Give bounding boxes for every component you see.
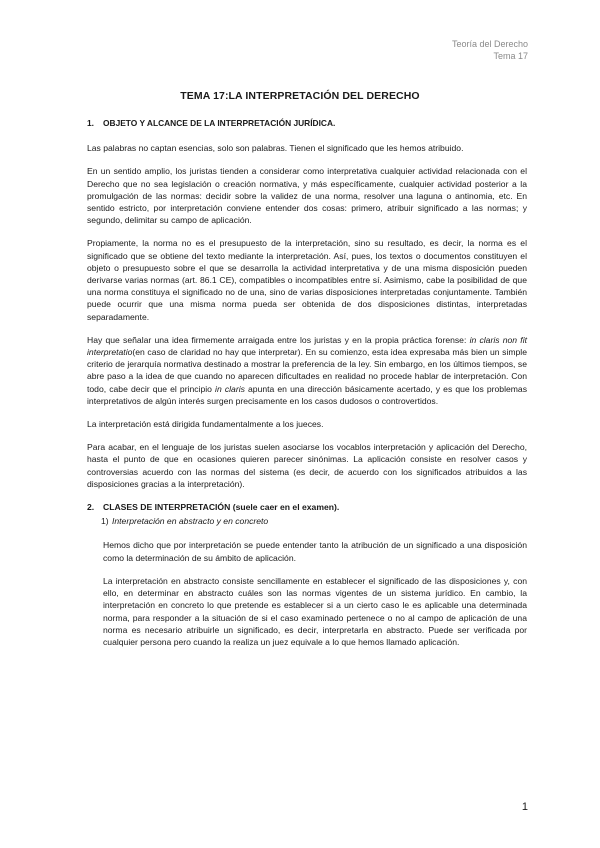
paragraph-3: Propiamente, la norma no es el presupuesto de la interpretación, sino su resultado, es decir, la norma es el significado que se obtiene del texto mediante la interpretación. Así, pues, los textos o documentos constituyen el objeto o presupuesto sobre el que se desarrolla la actividad interpretativa y de una misma disposición pueden derivarse varias normas (art. 86.1 CE), compatibles o incompatibles entre sí. Asimismo, cabe la posibilidad de que una norma constituya el significado no de una, sino de varias disposiciones interpretadas conjuntamente. También puede ocurrir que una misma norma pueda ser obtenida de dos disposiciones distintas, interpretadas separadamente. [87,238,527,322]
paragraph-6: Para acabar, en el lenguaje de los juristas suelen asociarse los vocablos interpretación y aplicación del Derecho, hasta el punto de que en ocasiones quieren parecer sinónimas. La aplicación consiste en resolver casos y controversias acuerdo con las normas del sistema (es decir, de acuerdo con los significados atribuidos a las disposiciones gracias a la interpretación). [87,442,527,489]
section-1-number: 1. [87,118,94,128]
header-course: Teoría del Derecho [451,39,528,49]
section-2-title: CLASES DE INTERPRETACIÓN [103,502,231,513]
paragraph-4 [87,334,527,407]
section-2-number: 2. [87,502,95,513]
section-1-heading [87,117,527,129]
paragraph-8: La interpretación en abstracto consiste sencillamente en establecer el significado de las disposiciones y, con ello, en determinar en abstracto cuáles son las normas vigentes de un sistema jurídico. En cambio, la interpretación en concreto lo que pretende es establecer si a un cierto caso le es aplicable una determinada norma, para responder a la situación de si el caso examinado pertenece o no al campo de aplicación de una norma es necesario atribuirle un significado, es decir, interpretarla en abstracto. Puede ser verificada por cualquier persona pero cuando la realiza un juez equivale a lo que hemos llamado aplicación. [103,575,527,647]
paragraph-5: La interpretación está dirigida fundamentalmente a los jueces. [87,419,324,430]
paragraph-7: Hemos dicho que por interpretación se puede entender tanto la atribución de un significado a una disposición como la determinación de su ámbito de aplicación. [103,540,527,563]
section-1-title: OBJETO Y ALCANCE DE LA INTERPRETACIÓN JURÍDICA. [103,118,336,128]
latin-phrase-in-claris: in claris [215,383,245,394]
subsection-1-number: 1) [101,516,109,527]
paragraph-4-part-a: Hay que señalar una idea firmemente arraigada entre los juristas y en la propia práctica forense: [87,334,470,345]
section-2-note: (suele caer en el examen). [232,502,340,513]
document-body [87,117,527,659]
section-2-heading [87,501,527,513]
subsection-1-heading [101,515,527,527]
paragraph-2: En un sentido amplio, los juristas tienden a considerar como interpretativa cualquier actividad relacionada con el Derecho que no sea legislación o creación normativa, y más específicamente, cualquier actividad posterior a la promulgación de las normas: decidir sobre la validez de una norma, resolver una laguna o antinomia, etc. En sentido estricto, por interpretación conviene entender dos cosas: primero, atribuir significado a las normas; y segundo, delimitar su campo de aplicación. [87,166,527,226]
paragraph-4-part-c: apunta en una dirección básicamente acertado, y es que los problemas interpretativos de algún interés surgen precisamente en los casos dudosos o controvertidos. [87,383,528,406]
paragraph-1: Las palabras no captan esencias, solo son palabras. Tienen el significado que les hemos atribuido. [87,143,464,154]
header-topic: Tema 17 [493,51,528,61]
paragraph-4-part-b: (en caso de claridad no hay que interpretar). En su comienzo, esta idea expresaba más bien un simple criterio de jerarquía normativa destinado a mostrar la preferencia de la ley. Sin embargo, en los últimos tiempos, se abre paso a la idea de que cuando no aparecen dificultades en realidad no procede hablar de interpretación. Con todo, cabe decir que el principio [87,347,527,394]
page-number: 1 [521,801,528,813]
subsection-1-title: Interpretación en abstracto y en concreto [112,516,269,527]
page-header [452,38,528,62]
page-title: TEMA 17:LA INTERPRETACIÓN DEL DERECHO [180,90,420,102]
latin-phrase-interpretatio: in claris non fit interpretatio [87,334,527,358]
